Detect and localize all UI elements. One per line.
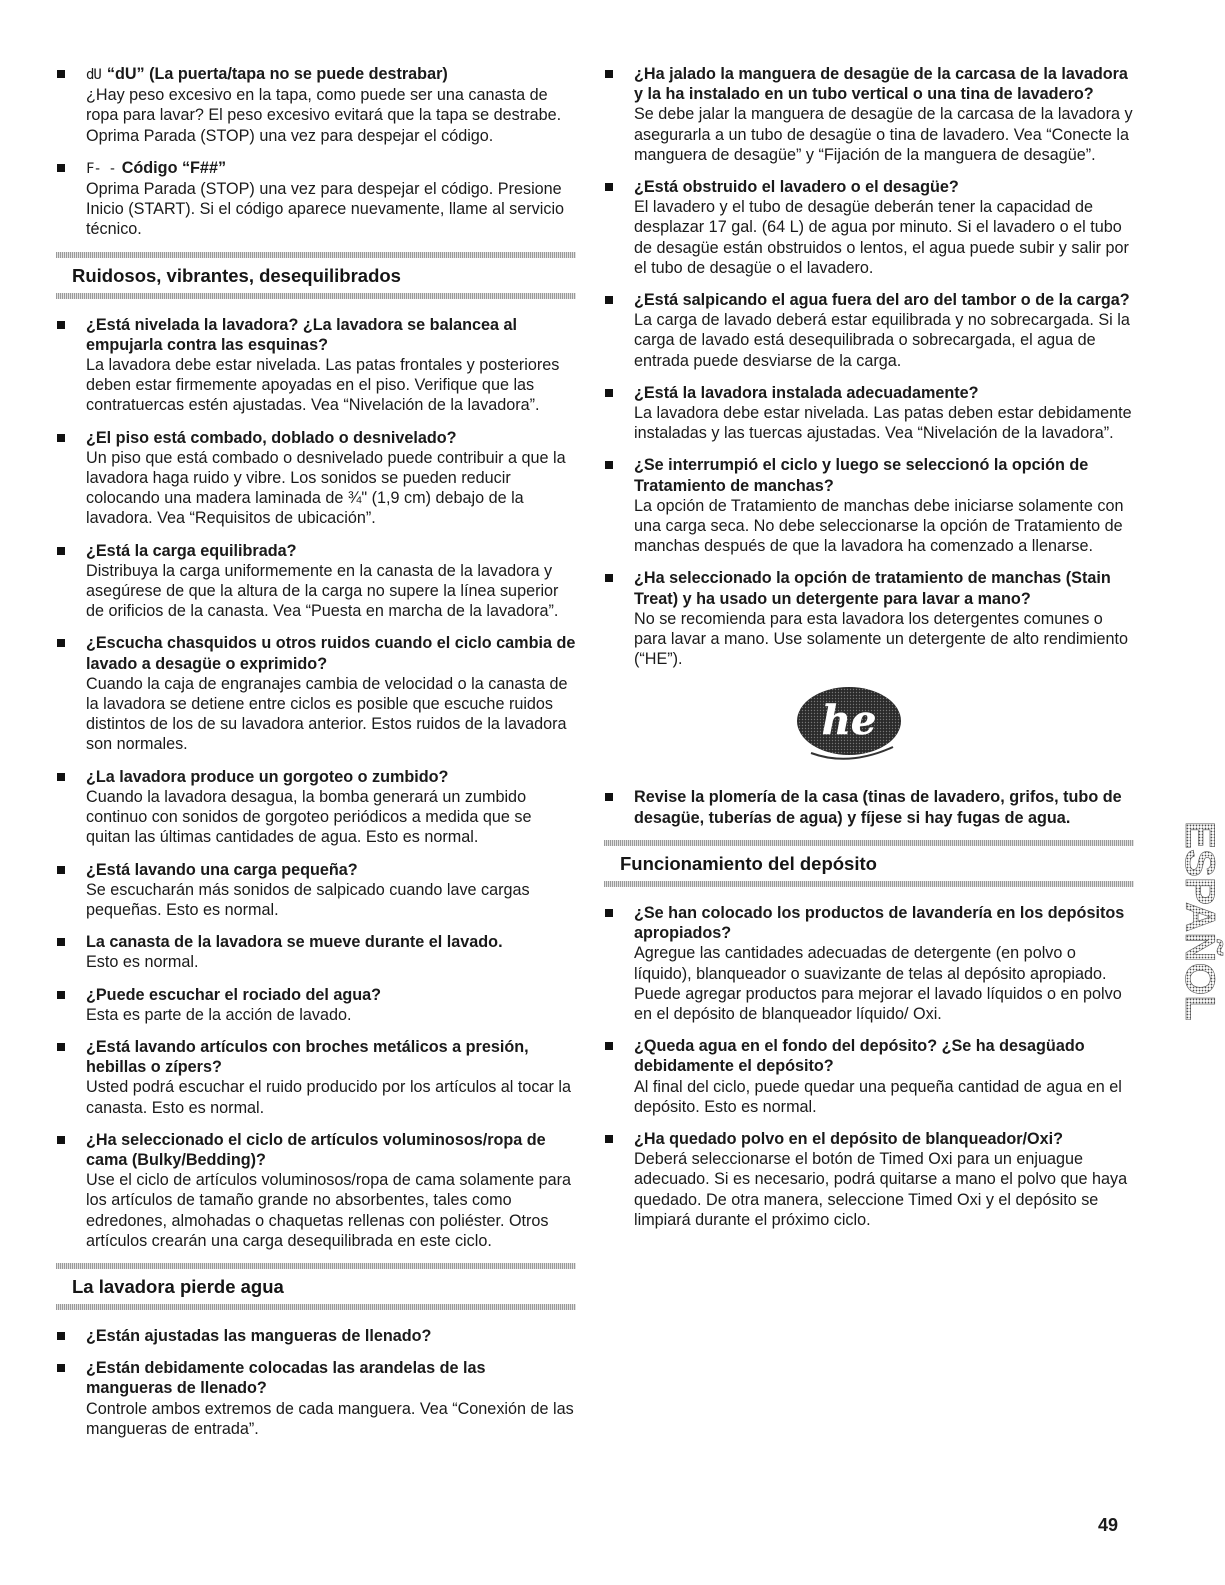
svg-text:he: he bbox=[821, 697, 877, 745]
he-logo-icon bbox=[789, 685, 909, 763]
section-rule bbox=[56, 293, 576, 299]
section-title: Funcionamiento del depósito bbox=[620, 852, 877, 874]
list-item: Revise la plomería de la casa (tinas de lavadero, grifos, tubo de desagüe, tuberías de agua) y fíjese si hay fugas de agua. bbox=[604, 787, 1134, 827]
list-item: ¿Puede escuchar el rociado del agua? Esta es parte de la acción de lavado. bbox=[56, 985, 576, 1025]
list-item: ¿Ha jalado la manguera de desagüe de la carcasa de la lavadora y la ha instalado en un tubo vertical o una tina de lavadero? Se debe jalar la manguera de desagüe de la carcasa de la lavadora y asegurarla a un tubo de desagüe o tina de lavadero. Vea “Conecte la manguera de desagüe” y “Fijación de la manguera de desagüe”. bbox=[604, 64, 1134, 165]
side-tab-label bbox=[1150, 815, 1224, 1065]
section-header-leak bbox=[56, 1263, 576, 1310]
right-column bbox=[604, 64, 1134, 1242]
f-code-icon: F- - bbox=[86, 160, 116, 177]
error-code-text: ¿Hay peso excesivo en la tapa, como puede ser una canasta de ropa para lavar? El peso excesivo evitará que la tapa se destrabe. Oprima Parada (STOP) una vez para despejar el código. bbox=[86, 86, 562, 145]
list-item: ¿Escucha chasquidos u otros ruidos cuando el ciclo cambia de lavado a desagüe o exprimido? Cuando la caja de engranajes cambia de velocidad o la canasta de la lavadora se detiene entre ciclos es posible que escuche ruidos distintos de los de su lavadora anterior. Estos ruidos de la lavadora son normales. bbox=[56, 633, 576, 754]
section-header-noise bbox=[56, 252, 576, 299]
du-code-icon: dU bbox=[86, 67, 101, 83]
error-code-du bbox=[56, 64, 576, 146]
svg-text:ESPAÑOL: ESPAÑOL bbox=[1177, 821, 1224, 1021]
language-side-tab bbox=[1150, 815, 1224, 1065]
section-rule bbox=[604, 881, 1134, 887]
list-item: ¿Se han colocado los productos de lavandería en los depósitos apropiados? Agregue las cantidades adecuadas de detergente (en polvo o líquido), blanqueador o suavizante de telas al depósito apropiado. Puede agregar productos para mejorar el lavado líquidos o en polvo en el depósito de blanqueador líquido/ Oxi. bbox=[604, 903, 1134, 1024]
section-rule bbox=[56, 1304, 576, 1310]
list-item: La canasta de la lavadora se mueve durante el lavado. Esto es normal. bbox=[56, 932, 576, 972]
list-item: ¿Está nivelada la lavadora? ¿La lavadora se balancea al empujarla contra las esquinas? La lavadora debe estar nivelada. Las patas frontales y posteriores deben estar firmemente apoyadas en el piso. Verifique que las contratuercas estén ajustadas. Vea “Nivelación de la lavadora”. bbox=[56, 315, 576, 416]
list-item: ¿Ha seleccionado el ciclo de artículos voluminosos/ropa de cama (Bulky/Bedding)? Use el ciclo de artículos voluminosos/ropa de cama solamente para los artículos de tamaño grande no absorbentes, tales como edredones, almohadas o chaquetas rellenas con poliéster. Otros artículos crearán una carga desequilibrada en este ciclo. bbox=[56, 1130, 576, 1251]
left-column bbox=[56, 64, 576, 1451]
error-code-text: Oprima Parada (STOP) una vez para despejar el código. Presione Inicio (START). Si el código aparece nuevamente, llame al servicio técnico. bbox=[86, 180, 565, 239]
list-item: ¿Está la carga equilibrada? Distribuya la carga uniformemente en la canasta de la lavadora y asegúrese de que la altura de la carga no supere la línea superior de orificios de la canasta. Vea “Puesta en marcha de la lavadora”. bbox=[56, 541, 576, 622]
section-title: La lavadora pierde agua bbox=[72, 1275, 284, 1297]
list-item: ¿Ha quedado polvo en el depósito de blanqueador/Oxi? Deberá seleccionarse el botón de Timed Oxi para un enjuague adecuado. Si es necesario, podrá quitarse a mano el polvo que haya quedado. De otra manera, seleccione Timed Oxi y el depósito se limpiará durante el próximo ciclo. bbox=[604, 1129, 1134, 1230]
list-item: ¿Ha seleccionado la opción de tratamiento de manchas (Stain Treat) y ha usado un detergente para lavar a mano? No se recomienda para esta lavadora los detergentes comunes o para lavar a mano. Use solamente un detergente de alto rendimiento (“HE”). bbox=[604, 568, 1134, 669]
list-item: ¿El piso está combado, doblado o desnivelado? Un piso que está combado o desnivelado puede contribuir a que la lavadora haga ruido y vibre. Los sonidos se pueden reducir colocando una madera laminada de ¾" (1,9 cm) debajo de la lavadora. Vea “Requisitos de ubicación”. bbox=[56, 428, 576, 529]
section-header-dispenser bbox=[604, 840, 1134, 887]
list-item: ¿Está lavando artículos con broches metálicos a presión, hebillas o zípers? Usted podrá escuchar el ruido producido por los artículos al tocar la canasta. Esto es normal. bbox=[56, 1037, 576, 1118]
list-item: ¿Está salpicando el agua fuera del aro del tambor o de la carga? La carga de lavado deberá estar equilibrada y no sobrecargada. Si la carga de lavado está desequilibrada o sobrecargada, el agua de entrada puede desviarse de la carga. bbox=[604, 290, 1134, 371]
error-code-title: F- - Código “F##” bbox=[86, 158, 227, 177]
error-code-f bbox=[56, 158, 576, 240]
page-number: 49 bbox=[1098, 1515, 1119, 1535]
list-item: ¿Están ajustadas las mangueras de llenado? bbox=[56, 1326, 576, 1346]
list-item: ¿La lavadora produce un gorgoteo o zumbido? Cuando la lavadora desagua, la bomba generará un zumbido continuo con sonidos de gorgoteo periódicos a medida que se quitan las últimas cantidades de agua. Esto es normal. bbox=[56, 767, 576, 848]
list-item: ¿Está obstruido el lavadero o el desagüe? El lavadero y el tubo de desagüe deberán tener la capacidad de desplazar 17 gal. (64 L) de agua por minuto. Si el lavadero o el tubo de desagüe están obstruidos o lentos, el agua puede subir y salir por el tubo de desagüe o el lavadero. bbox=[604, 177, 1134, 278]
list-item: ¿Está lavando una carga pequeña? Se escucharán más sonidos de salpicado cuando lave cargas pequeñas. Esto es normal. bbox=[56, 860, 576, 921]
list-item: ¿Se interrumpió el ciclo y luego se seleccionó la opción de Tratamiento de manchas? La opción de Tratamiento de manchas debe iniciarse solamente con una carga seca. No debe seleccionarse la opción de Tratamiento de manchas después de que la lavadora ha comenzado a llenarse. bbox=[604, 455, 1134, 556]
list-item: ¿Están debidamente colocadas las arandelas de las mangueras de llenado? Controle ambos extremos de cada manguera. Vea “Conexión de las mangueras de entrada”. bbox=[56, 1358, 576, 1439]
error-code-title: dU “dU” (La puerta/tapa no se puede destrabar) bbox=[86, 65, 448, 83]
list-item: ¿Está la lavadora instalada adecuadamente? La lavadora debe estar nivelada. Las patas deben estar debidamente instaladas y las tuercas ajustadas. Vea “Nivelación de la lavadora”. bbox=[604, 383, 1134, 444]
he-logo bbox=[604, 685, 1134, 763]
list-item: ¿Queda agua en el fondo del depósito? ¿Se ha desagüado debidamente el depósito? Al final del ciclo, puede quedar una pequeña cantidad de agua en el depósito. Esto es normal. bbox=[604, 1036, 1134, 1117]
section-title: Ruidosos, vibrantes, desequilibrados bbox=[72, 264, 401, 286]
